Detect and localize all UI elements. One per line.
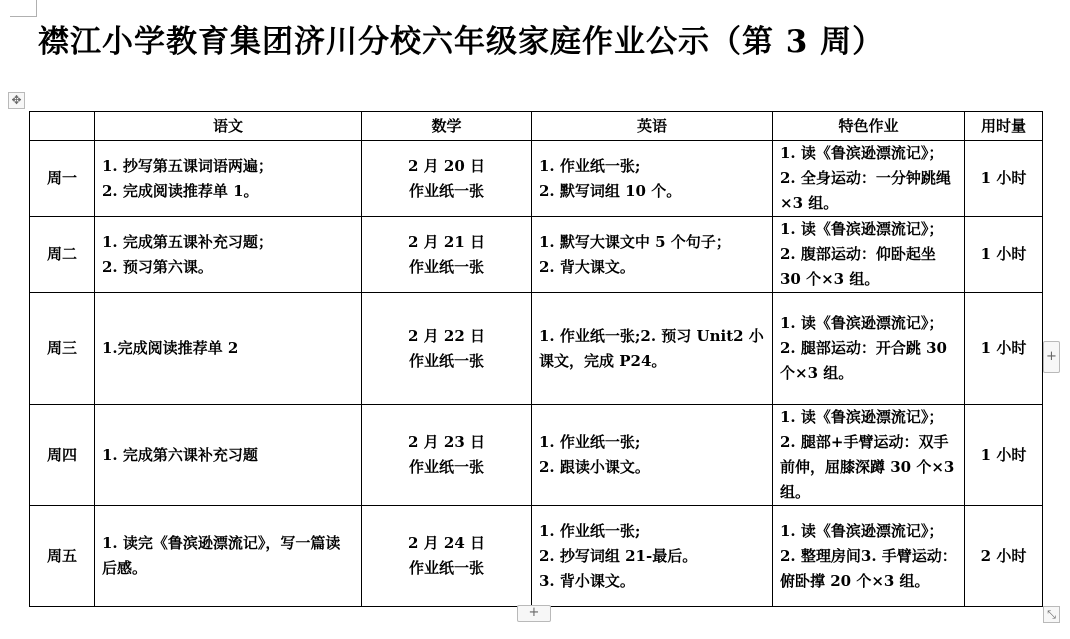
math-task: 作业纸一张 xyxy=(408,351,484,370)
english-line: 3. 背小课文。 xyxy=(539,571,635,590)
special-cell[interactable] xyxy=(773,405,965,506)
english-line: 2. 跟读小课文。 xyxy=(539,458,650,476)
math-task: 作业纸一张 xyxy=(408,458,484,476)
day-cell[interactable]: 周二 xyxy=(30,217,95,293)
table-resize-handle[interactable] xyxy=(1043,606,1060,623)
math-task: 作业纸一张 xyxy=(408,257,484,276)
move-arrows-icon: ✥ xyxy=(11,93,22,107)
table-row xyxy=(30,217,1043,293)
chinese-line: 2. 预习第六课。 xyxy=(102,257,213,276)
chinese-text: 1. 读完《鲁滨逊漂流记》，写一篇读后感。 xyxy=(102,534,341,577)
math-date: 2 月 20 日 xyxy=(408,156,485,175)
chinese-line: 1. 抄写第五课词语两遍； xyxy=(102,156,273,175)
english-line: 2. 默写词组 10 个。 xyxy=(539,181,682,200)
chinese-cell[interactable] xyxy=(95,217,362,293)
time-cell[interactable]: 1 小时 xyxy=(965,217,1043,293)
add-row-button[interactable] xyxy=(517,605,551,622)
english-line: 1. 作业纸一张; xyxy=(539,156,641,175)
chinese-line: 2. 完成阅读推荐单 1。 xyxy=(102,181,259,200)
page-corner-mark xyxy=(10,0,37,17)
time-cell[interactable]: 2 小时 xyxy=(965,506,1043,607)
resize-diagonal-icon: ⤡ xyxy=(1047,608,1056,621)
day-cell[interactable]: 周五 xyxy=(30,506,95,607)
table-move-handle[interactable] xyxy=(8,92,25,109)
special-text: 1. 读《鲁滨逊漂流记》；2. 腿部运动：开合跳 30 个×3 组。 xyxy=(780,314,947,382)
english-cell[interactable] xyxy=(532,141,773,217)
header-corner-cell xyxy=(30,112,95,141)
special-cell[interactable] xyxy=(773,293,965,405)
day-cell[interactable]: 周四 xyxy=(30,405,95,506)
special-text: 1. 读《鲁滨逊漂流记》；2. 腿部+手臂运动：双手前伸，屈膝深蹲 30 个×3 组。 xyxy=(780,408,955,501)
table-row xyxy=(30,293,1043,405)
math-cell[interactable] xyxy=(362,141,532,217)
time-cell[interactable]: 1 小时 xyxy=(965,141,1043,217)
math-date: 2 月 23 日 xyxy=(408,433,485,451)
table-row xyxy=(30,141,1043,217)
header-special: 特色作业 xyxy=(773,112,965,141)
special-cell[interactable] xyxy=(773,506,965,607)
math-date: 2 月 21 日 xyxy=(408,232,485,251)
table-row xyxy=(30,506,1043,607)
english-cell[interactable] xyxy=(532,405,773,506)
header-math: 数学 xyxy=(362,112,532,141)
math-date: 2 月 22 日 xyxy=(408,326,485,345)
english-text: 1. 作业纸一张;2. 预习 Unit2 小课文，完成 P24。 xyxy=(539,326,764,370)
special-cell[interactable] xyxy=(773,141,965,217)
page-title: 襟江小学教育集团济川分校六年级家庭作业公示（第 3 周） xyxy=(38,24,885,60)
header-english: 英语 xyxy=(532,112,773,141)
header-time: 用时量 xyxy=(965,112,1043,141)
plus-icon: + xyxy=(1046,349,1057,364)
special-text: 1. 读《鲁滨逊漂流记》；2. 整理房间3. 手臂运动：俯卧撑 20 个×3 组。 xyxy=(780,521,957,590)
special-text: 1. 读《鲁滨逊漂流记》；2. 腹部运动：仰卧起坐 30 个×3 组。 xyxy=(780,220,944,288)
chinese-cell[interactable] xyxy=(95,293,362,405)
math-task: 作业纸一张 xyxy=(408,181,484,200)
chinese-line: 1.完成阅读推荐单 2 xyxy=(102,339,239,357)
special-text: 1. 读《鲁滨逊漂流记》；2. 全身运动：一分钟跳绳×3 组。 xyxy=(780,144,951,212)
english-cell[interactable] xyxy=(532,506,773,607)
chinese-line: 1. 完成第五课补充习题； xyxy=(102,232,273,251)
table-header-row xyxy=(30,112,1043,141)
english-line: 1. 默写大课文中 5 个句子； xyxy=(539,232,731,251)
day-cell[interactable]: 周三 xyxy=(30,293,95,405)
math-cell[interactable] xyxy=(362,405,532,506)
english-line: 2. 背大课文。 xyxy=(539,257,635,276)
english-line: 2. 抄写词组 21-最后。 xyxy=(539,546,698,565)
plus-icon: + xyxy=(528,605,540,620)
english-line: 1. 作业纸一张; xyxy=(539,433,641,451)
chinese-cell[interactable] xyxy=(95,506,362,607)
math-cell[interactable] xyxy=(362,217,532,293)
english-cell[interactable] xyxy=(532,217,773,293)
special-cell[interactable] xyxy=(773,217,965,293)
math-task: 作业纸一张 xyxy=(408,559,484,577)
header-chinese: 语文 xyxy=(95,112,362,141)
english-line: 1. 作业纸一张; xyxy=(539,521,641,540)
time-cell[interactable]: 1 小时 xyxy=(965,293,1043,405)
day-cell[interactable]: 周一 xyxy=(30,141,95,217)
homework-table xyxy=(29,111,1043,607)
english-cell[interactable] xyxy=(532,293,773,405)
math-cell[interactable] xyxy=(362,293,532,405)
math-cell[interactable] xyxy=(362,506,532,607)
time-cell[interactable]: 1 小时 xyxy=(965,405,1043,506)
math-date: 2 月 24 日 xyxy=(408,534,485,552)
chinese-cell[interactable] xyxy=(95,141,362,217)
table-row xyxy=(30,405,1043,506)
chinese-line: 1. 完成第六课补充习题 xyxy=(102,445,258,464)
chinese-cell[interactable] xyxy=(95,405,362,506)
add-column-button[interactable] xyxy=(1043,341,1060,373)
